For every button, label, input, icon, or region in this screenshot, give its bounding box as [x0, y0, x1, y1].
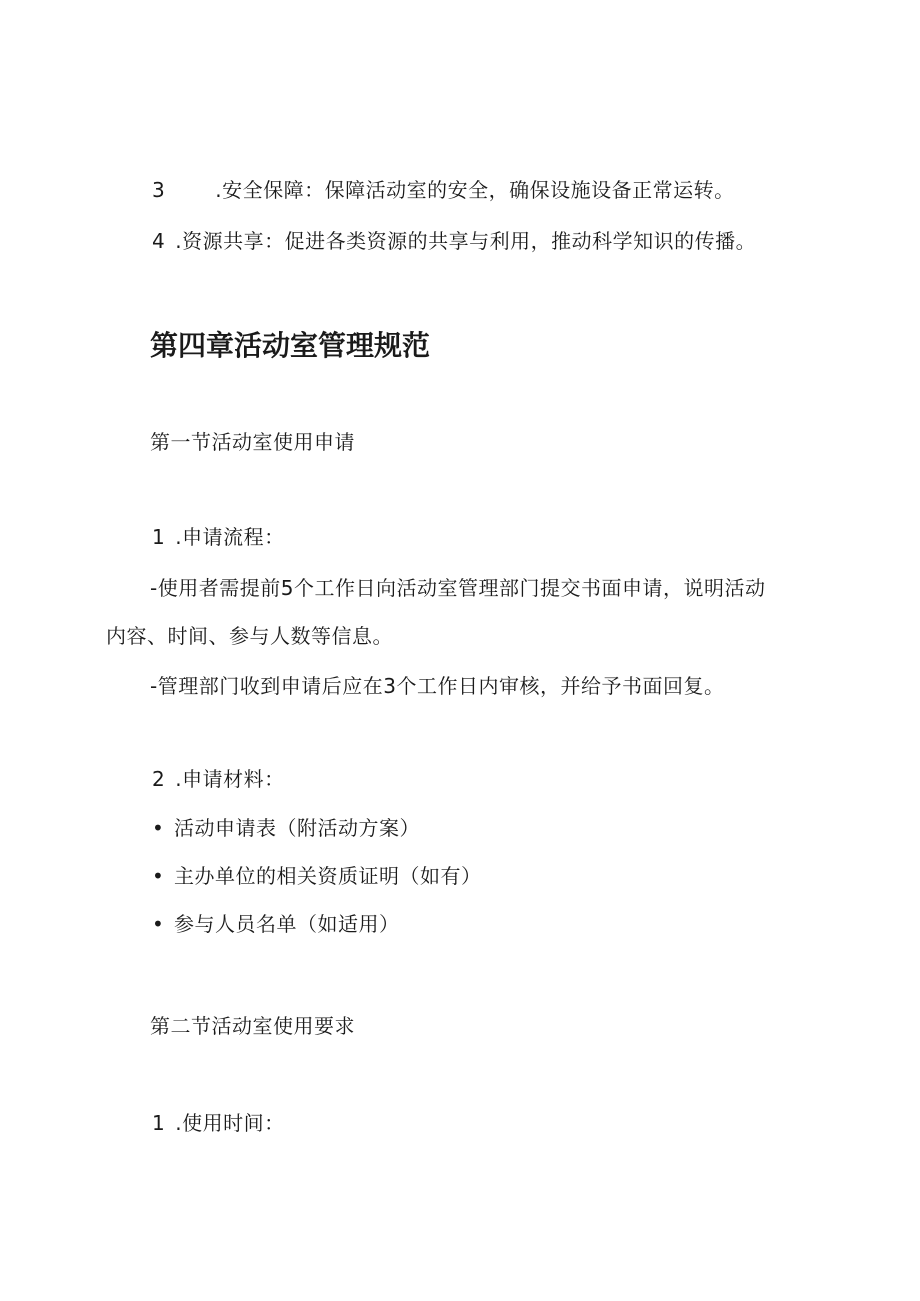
item-number: 2: [152, 767, 166, 791]
bullet-item: [152, 814, 420, 842]
bullet-icon: •: [152, 816, 165, 840]
section-title: 第一节活动室使用申请: [150, 430, 355, 454]
item-text: .申请流程：: [175, 525, 285, 549]
item-text: .安全保障：保障活动室的安全，确保设施设备正常运转。: [215, 178, 735, 202]
section-title: 第二节活动室使用要求: [150, 1014, 355, 1038]
bullet-text: 参与人员名单（如适用）: [174, 912, 400, 936]
paragraph-line: -使用者需提前5个工作日向活动室管理部门提交书面申请，说明活动: [150, 576, 766, 600]
list-item: [152, 1109, 285, 1137]
item-text: .资源共享：促进各类资源的共享与利用，推动科学知识的传播。: [175, 229, 757, 253]
item-number: 3: [152, 178, 166, 202]
list-item: [152, 765, 285, 793]
item-text: .申请材料：: [175, 767, 285, 791]
bullet-icon: •: [152, 864, 165, 888]
item-number: 1: [152, 1111, 166, 1135]
list-item: [152, 523, 285, 551]
bullet-text: 活动申请表（附活动方案）: [174, 816, 420, 840]
item-number: 4: [152, 229, 166, 253]
paragraph-line: 内容、时间、参与人数等信息。: [106, 624, 393, 648]
item-text: .使用时间：: [175, 1111, 285, 1135]
bullet-item: [152, 862, 482, 890]
paragraph-line: -管理部门收到申请后应在3个工作日内审核，并给予书面回复。: [150, 674, 725, 698]
item-number: 1: [152, 525, 166, 549]
list-item: [152, 227, 756, 255]
bullet-text: 主办单位的相关资质证明（如有）: [174, 864, 482, 888]
list-item: [152, 176, 735, 204]
bullet-item: [152, 910, 400, 938]
chapter-title: 第四章活动室管理规范: [150, 329, 431, 362]
bullet-icon: •: [152, 912, 165, 936]
